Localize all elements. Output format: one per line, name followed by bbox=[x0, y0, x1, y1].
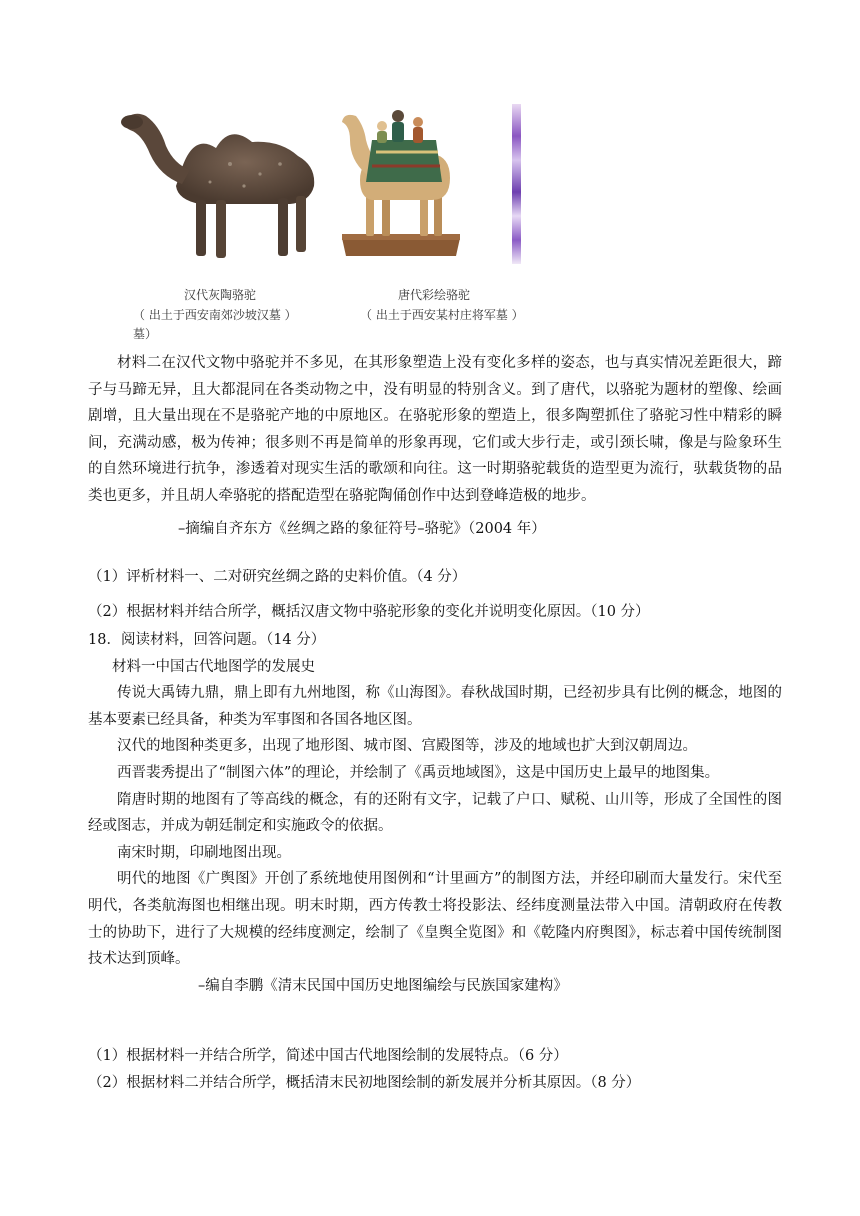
material-two-source: –摘编自齐东方《丝绸之路的象征符号–骆驼》（2004 年） bbox=[178, 520, 546, 537]
han-camel-figure bbox=[120, 104, 330, 264]
tang-camel-caption-title: 唐代彩绘骆驼 bbox=[398, 288, 471, 302]
question-18-block bbox=[88, 627, 782, 999]
tang-camel-figure bbox=[336, 100, 466, 260]
q18-material-one-title: 材料一中国古代地图学的发展史 bbox=[112, 658, 315, 675]
q18-header: 18．阅读材料，回答问题。（14 分） bbox=[88, 632, 326, 648]
han-camel-caption-wrap: 墓） bbox=[133, 327, 158, 341]
purple-image-fragment bbox=[512, 104, 521, 264]
q18-sub1: （1）根据材料一并结合所学，简述中国古代地图绘制的发展特点。（6 分） bbox=[88, 1048, 568, 1064]
han-camel-caption-location: （ 出土于西安南郊沙坡汉墓 ） bbox=[133, 308, 297, 322]
tang-camel-caption-location: （ 出土于西安某村庄将军墓 ） bbox=[360, 308, 524, 322]
q18-paragraph-4: 隋唐时期的地图有了等高线的概念，有的还附有文字，记载了户口、赋税、山川等，形成了全国性的图经或图志，并成为朝廷制定和实施政令的依据。 bbox=[88, 791, 782, 835]
q17-sub2: （2）根据材料并结合所学，概括汉唐文物中骆驼形象的变化并说明变化原因。（10 分） bbox=[88, 603, 650, 620]
material-two-block bbox=[88, 350, 782, 542]
q18-paragraph-3: 西晋裴秀提出了“制图六体”的理论，并绘制了《禹贡地域图》，这是中国历史上最早的地图集。 bbox=[117, 764, 720, 781]
han-camel-caption-title: 汉代灰陶骆驼 bbox=[184, 288, 257, 302]
tang-camel-image bbox=[336, 100, 466, 260]
question-17-subquestions bbox=[84, 564, 778, 625]
q18-paragraph-1: 传说大禹铸九鼎，鼎上即有九州地图，称《山海图》。春秋战国时期，已经初步具有比例的概念，地图的基本要素已经具备，种类为军事图和各国各地区图。 bbox=[88, 685, 782, 728]
q18-paragraph-5: 南宋时期，印刷地图出现。 bbox=[117, 844, 291, 861]
q17-sub1: （1）评析材料一、二对研究丝绸之路的史料价值。（4 分） bbox=[88, 569, 467, 585]
question-18-subquestions bbox=[84, 1043, 778, 1096]
q18-paragraph-6: 明代的地图《广舆图》开创了系统地使用图例和“计里画方”的制图方法，并经印刷而大量发行。宋代至明代，各类航海图也相继出现。明末时期，西方传教士将投影法、经纬度测量法带入中国。清朝政府在传教士的协助下，进行了大规模的经纬度测定，绘制了《皇舆全览图》和《乾隆内府舆图》，标志着中国传统制图技术达到顶峰。 bbox=[88, 871, 782, 968]
han-camel-image bbox=[120, 104, 330, 264]
q18-paragraph-2: 汉代的地图种类更多，出现了地形图、城市图、宫殿图等，涉及的地域也扩大到汉朝周边。 bbox=[117, 738, 697, 755]
q18-sub2: （2）根据材料二并结合所学，概括清末民初地图绘制的新发展并分析其原因。（8 分） bbox=[88, 1074, 641, 1091]
material-two-text: 材料二在汉代文物中骆驼并不多见，在其形象塑造上没有变化多样的姿态，也与真实情况差距很大，蹄子与马蹄无异，且大都混同在各类动物之中，没有明显的特别含义。到了唐代，以骆驼为题材的塑像、绘画剧增，且大量出现在不是骆驼产地的中原地区。在骆驼形象的塑造上，很多陶塑抓住了骆驼习性中精彩的瞬间，充满动感，极为传神；很多则不再是简单的形象再现，它们或大步行走，或引颈长啸，像是与险象环生的自然环境进行抗争，渗透着对现实生活的歌颂和向往。这一时期骆驼载货的造型更为流行，驮载货物的品类也更多，并且胡人牵骆驼的搭配造型在骆驼陶俑创作中达到登峰造极的地步。 bbox=[88, 355, 782, 504]
q18-source: –编自李鹏《清末民国中国历史地图编绘与民族国家建构》 bbox=[198, 977, 568, 994]
